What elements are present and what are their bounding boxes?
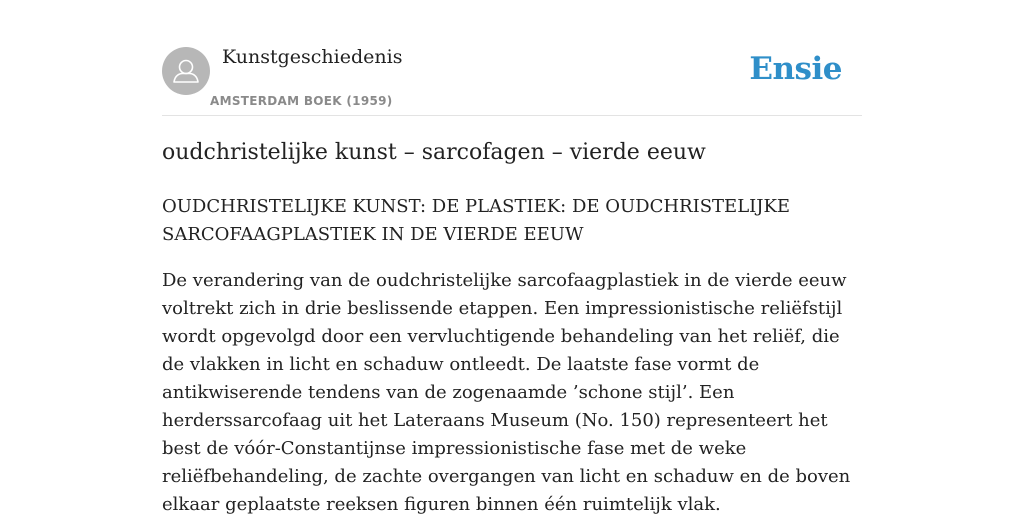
article-title: oudchristelijke kunst – sarcofagen – vierde eeuw — [162, 140, 706, 165]
header-divider — [162, 115, 862, 116]
source-label: AMSTERDAM BOEK (1959) — [210, 94, 393, 108]
brand-logo[interactable]: Ensie — [749, 51, 842, 87]
article-card — [162, 0, 862, 515]
user-icon — [162, 47, 210, 95]
category-link[interactable]: Kunstgeschiedenis — [222, 46, 403, 68]
article-subtitle: OUDCHRISTELIJKE KUNST: DE PLASTIEK: DE OUDCHRISTELIJKE SARCOFAAGPLASTIEK IN DE VIERDE EEUW — [162, 196, 791, 245]
avatar[interactable] — [162, 47, 210, 95]
article-body: De verandering van de oudchristelijke sarcofaagplastiek in de vierde eeuw voltrekt zich in drie beslissende etappen. Een impressionistische reliëfstijl wordt opgevolgd door een vervluchtigende behandeling van het reliëf, die de vlakken in licht en schaduw ontleedt. De laatste fase vormt de antikwiserende tendens van de zogenaamde ’schone stijl’. Een herderssarcofaag uit het Lateraans Museum (No. 150) representeert het best de vóór-Constantijnse impressionistische fase met de weke reliëfbehandeling, de zachte overgangen van licht en schaduw en de boven elkaar geplaatste reeksen figuren binnen één ruimtelijk vlak. — [162, 270, 851, 515]
